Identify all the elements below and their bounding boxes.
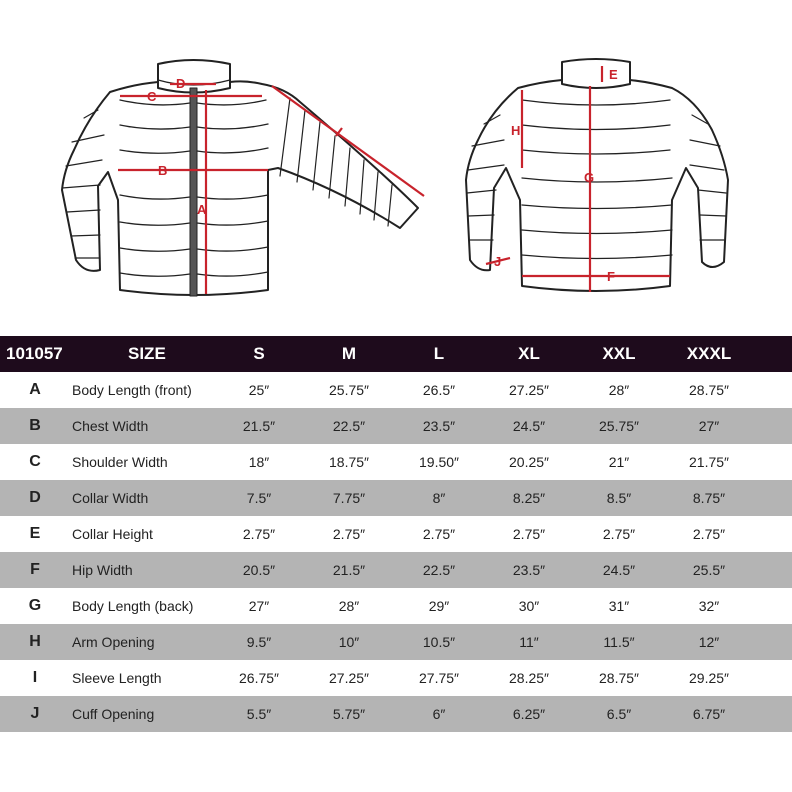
measure-letter: I bbox=[32, 669, 38, 686]
table-row bbox=[0, 552, 792, 588]
size-chart-table bbox=[0, 336, 792, 732]
table-row bbox=[0, 660, 792, 696]
size-header: SIZE bbox=[128, 344, 166, 363]
back-jacket-drawing bbox=[466, 59, 728, 291]
measure-letter: G bbox=[28, 597, 42, 614]
size-col-xl: XL bbox=[518, 344, 540, 363]
label-b: B bbox=[158, 163, 168, 178]
measure-name: Collar Width bbox=[72, 490, 149, 506]
measure-name: Arm Opening bbox=[72, 634, 155, 650]
measure-value: 2.75″ bbox=[332, 526, 366, 542]
measure-name: Chest Width bbox=[72, 418, 149, 434]
measure-value: 2.75″ bbox=[692, 526, 726, 542]
measure-value: 32″ bbox=[698, 598, 720, 614]
measure-value: 6.5″ bbox=[606, 706, 632, 722]
table-row bbox=[0, 696, 792, 732]
label-j: J bbox=[494, 254, 502, 269]
measure-name: Sleeve Length bbox=[72, 670, 162, 686]
measure-letter: E bbox=[29, 525, 41, 542]
measure-name: Body Length (back) bbox=[72, 598, 194, 614]
measure-value: 21.75″ bbox=[689, 454, 729, 470]
measure-value: 23.5″ bbox=[422, 418, 456, 434]
measure-value: 29″ bbox=[428, 598, 450, 614]
measure-letter: B bbox=[29, 417, 41, 434]
label-g: G bbox=[584, 170, 595, 185]
measure-value: 10″ bbox=[338, 634, 360, 650]
measure-value: 23.5″ bbox=[512, 562, 546, 578]
measure-value: 22.5″ bbox=[332, 418, 366, 434]
measure-value: 21.5″ bbox=[332, 562, 366, 578]
measure-value: 9.5″ bbox=[246, 634, 272, 650]
size-col-m: M bbox=[341, 344, 357, 363]
measure-value: 7.75″ bbox=[332, 490, 366, 506]
measure-letter: J bbox=[30, 705, 40, 722]
table-row bbox=[0, 372, 792, 408]
measure-value: 30″ bbox=[518, 598, 540, 614]
table-row bbox=[0, 588, 792, 624]
measure-letter: H bbox=[29, 633, 41, 650]
measure-value: 28″ bbox=[338, 598, 360, 614]
measure-value: 25.75″ bbox=[599, 418, 639, 434]
product-id: 101057 bbox=[6, 344, 63, 363]
table-row bbox=[0, 624, 792, 660]
size-col-xxxl: XXXL bbox=[686, 344, 732, 363]
measure-value: 25″ bbox=[248, 382, 270, 398]
measure-value: 28.25″ bbox=[509, 670, 549, 686]
label-a: A bbox=[197, 202, 207, 217]
measure-value: 8″ bbox=[432, 490, 446, 506]
measure-value: 5.5″ bbox=[246, 706, 272, 722]
table-row bbox=[0, 516, 792, 552]
measure-value: 8.25″ bbox=[512, 490, 546, 506]
measure-value: 27.25″ bbox=[509, 382, 549, 398]
measure-name: Hip Width bbox=[72, 562, 133, 578]
measure-name: Collar Height bbox=[72, 526, 153, 542]
measure-name: Cuff Opening bbox=[72, 706, 155, 722]
size-col-s: S bbox=[253, 344, 265, 363]
measure-value: 5.75″ bbox=[332, 706, 366, 722]
measure-value: 6.25″ bbox=[512, 706, 546, 722]
measure-letter: F bbox=[30, 561, 40, 578]
measure-value: 22.5″ bbox=[422, 562, 456, 578]
measure-value: 8.75″ bbox=[692, 490, 726, 506]
measure-value: 27″ bbox=[698, 418, 720, 434]
measure-letter: A bbox=[29, 381, 41, 398]
label-h: H bbox=[511, 123, 521, 138]
measure-value: 26.75″ bbox=[239, 670, 279, 686]
measure-value: 18″ bbox=[248, 454, 270, 470]
table-header bbox=[0, 336, 792, 372]
measure-value: 31″ bbox=[608, 598, 630, 614]
measure-value: 8.5″ bbox=[606, 490, 632, 506]
table-body bbox=[0, 372, 792, 732]
measure-value: 26.5″ bbox=[422, 382, 456, 398]
measure-value: 2.75″ bbox=[422, 526, 456, 542]
measure-value: 6.75″ bbox=[692, 706, 726, 722]
measure-value: 27.75″ bbox=[419, 670, 459, 686]
measure-value: 27.25″ bbox=[329, 670, 369, 686]
measure-value: 27″ bbox=[248, 598, 270, 614]
measure-letter: C bbox=[29, 453, 41, 470]
label-d: D bbox=[176, 76, 186, 91]
label-f: F bbox=[607, 269, 615, 284]
measure-value: 19.50″ bbox=[419, 454, 459, 470]
measure-value: 2.75″ bbox=[512, 526, 546, 542]
jacket-measurement-diagram bbox=[0, 0, 792, 330]
measure-name: Shoulder Width bbox=[72, 454, 168, 470]
table-row bbox=[0, 480, 792, 516]
measure-value: 7.5″ bbox=[246, 490, 272, 506]
label-c: C bbox=[147, 89, 157, 104]
measure-value: 25.5″ bbox=[692, 562, 726, 578]
label-e: E bbox=[609, 67, 618, 82]
measure-value: 11.5″ bbox=[603, 634, 635, 650]
measure-value: 28.75″ bbox=[599, 670, 639, 686]
measure-value: 20.25″ bbox=[509, 454, 549, 470]
measure-value: 21.5″ bbox=[242, 418, 276, 434]
table-row bbox=[0, 444, 792, 480]
measure-value: 29.25″ bbox=[689, 670, 729, 686]
measure-value: 2.75″ bbox=[602, 526, 636, 542]
measure-value: 28.75″ bbox=[689, 382, 729, 398]
measure-letter: D bbox=[29, 489, 41, 506]
measure-value: 6″ bbox=[432, 706, 446, 722]
measure-value: 10.5″ bbox=[422, 634, 456, 650]
measure-value: 12″ bbox=[698, 634, 720, 650]
measure-value: 24.5″ bbox=[602, 562, 636, 578]
measure-value: 28″ bbox=[608, 382, 630, 398]
measure-name: Body Length (front) bbox=[72, 382, 192, 398]
size-col-xxl: XXL bbox=[602, 344, 636, 363]
measure-value: 18.75″ bbox=[329, 454, 369, 470]
measure-value: 21″ bbox=[608, 454, 630, 470]
measure-value: 25.75″ bbox=[329, 382, 369, 398]
size-col-l: L bbox=[433, 344, 445, 363]
measure-value: 24.5″ bbox=[512, 418, 546, 434]
measure-value: 2.75″ bbox=[242, 526, 276, 542]
table-row bbox=[0, 408, 792, 444]
measure-value: 20.5″ bbox=[242, 562, 276, 578]
measure-value: 11″ bbox=[519, 634, 539, 650]
